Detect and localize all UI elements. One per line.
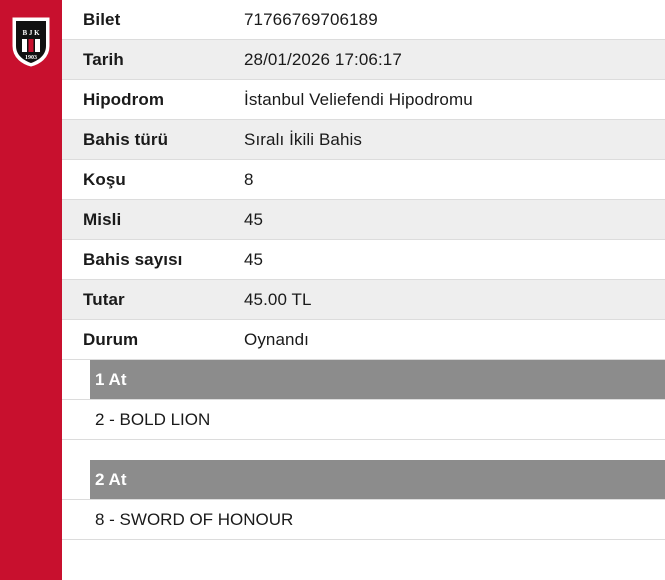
detail-value: 28/01/2026 17:06:17 <box>244 49 402 69</box>
detail-label: Durum <box>83 329 139 349</box>
detail-row-kosu <box>62 160 665 200</box>
detail-value: 45 <box>244 249 264 269</box>
detail-value: 45 <box>244 209 264 229</box>
detail-row-bahis-sayisi <box>62 240 665 280</box>
detail-row-tarih <box>62 40 665 80</box>
detail-row-hipodrom <box>62 80 665 120</box>
detail-row-bahis-turu <box>62 120 665 160</box>
sidebar <box>0 0 62 580</box>
detail-value: 45.00 TL <box>244 289 312 309</box>
group-header-2 <box>62 460 665 500</box>
svg-text:1903: 1903 <box>25 55 37 61</box>
besiktas-shield-logo <box>11 16 51 68</box>
detail-label: Koşu <box>83 169 126 189</box>
detail-label: Hipodrom <box>83 89 165 109</box>
group-title: 2 At <box>95 469 127 489</box>
pick-indent <box>62 400 90 439</box>
detail-row-tutar <box>62 280 665 320</box>
detail-label: Tutar <box>83 289 125 309</box>
group-header-1 <box>62 360 665 400</box>
group-title: 1 At <box>95 369 127 389</box>
detail-value: 8 <box>244 169 254 189</box>
detail-label: Bilet <box>83 9 121 29</box>
detail-label: Bahis sayısı <box>83 249 183 269</box>
detail-row-bilet <box>62 0 665 40</box>
pick-label: 2 - BOLD LION <box>95 409 211 429</box>
detail-value: Oynandı <box>244 329 309 349</box>
detail-label: Bahis türü <box>83 129 169 149</box>
detail-label: Misli <box>83 209 122 229</box>
detail-label: Tarih <box>83 49 124 69</box>
ticket-details <box>62 0 665 580</box>
detail-value: İstanbul Veliefendi Hipodromu <box>244 89 473 109</box>
group-indent <box>62 360 90 399</box>
pick-indent <box>62 500 90 539</box>
svg-text:B J K: B J K <box>22 29 40 37</box>
pick-label: 8 - SWORD OF HONOUR <box>95 509 294 529</box>
detail-value: Sıralı İkili Bahis <box>244 129 363 149</box>
pick-row[interactable] <box>62 500 665 540</box>
group-indent <box>62 460 90 499</box>
detail-row-misli <box>62 200 665 240</box>
pick-row[interactable] <box>62 400 665 440</box>
detail-value: 71766769706189 <box>244 9 378 29</box>
detail-row-durum <box>62 320 665 360</box>
group-spacer <box>62 440 665 460</box>
